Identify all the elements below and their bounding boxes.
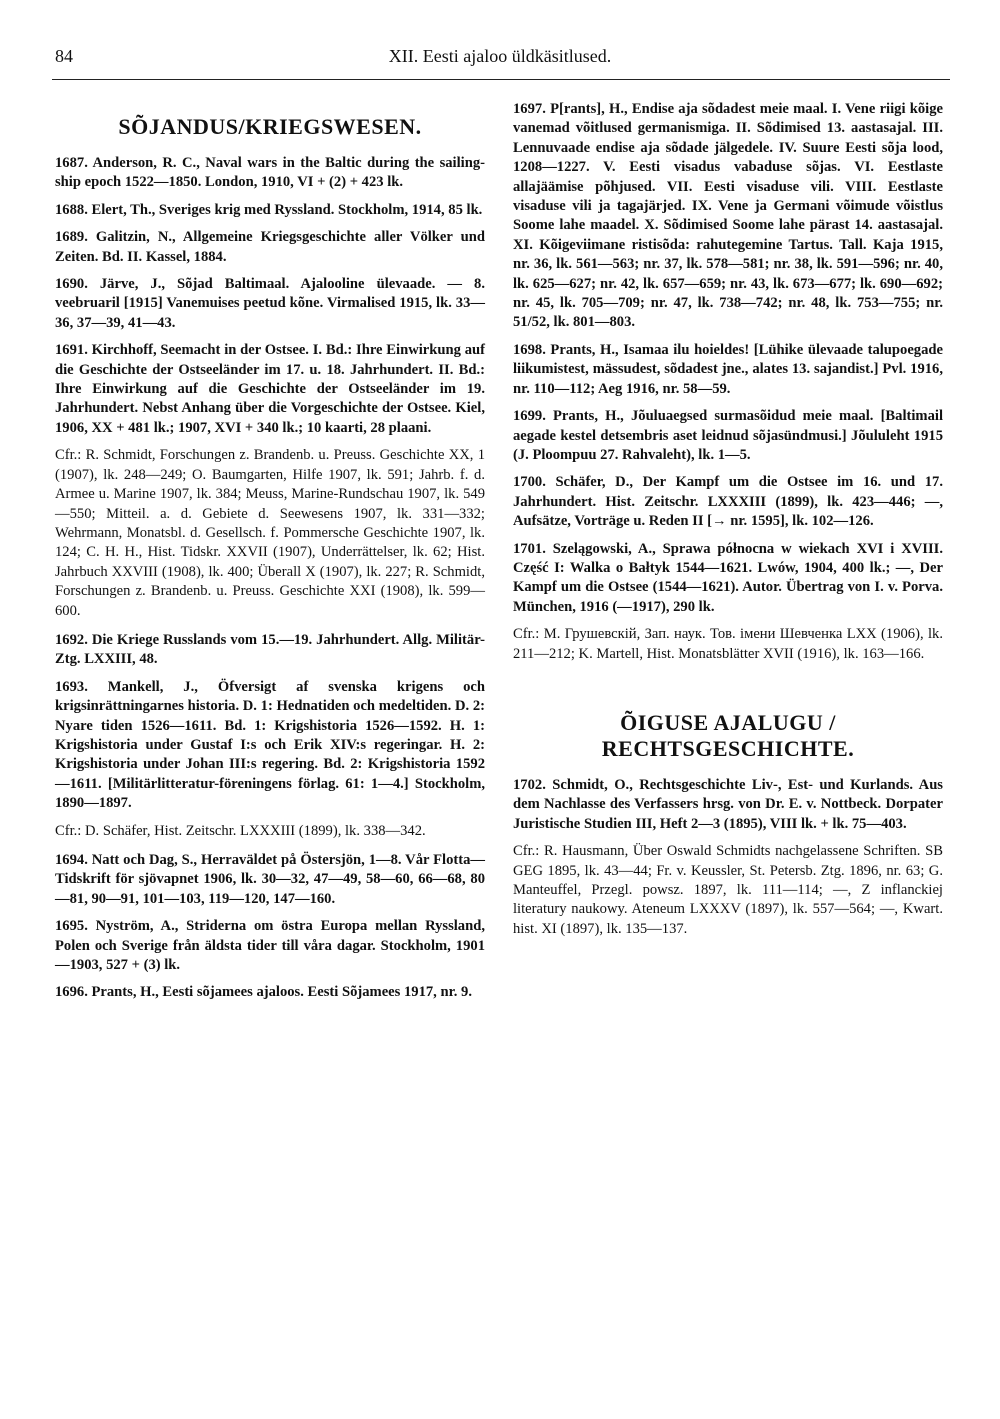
entry-1694: 1694. Natt och Dag, S., Herraväldet på Östersjön, 1—8. Vår Flotta—Tidskrift för sjövapnet 1906, lk. 30—32, 47—49, 58—60, 66—68, 80—81, 90—91, 101—103, 119—120, 147—160. [55, 852, 485, 907]
section-title-kriegswesen: SÕJANDUS/KRIEGSWESEN. [118, 114, 422, 139]
entry-1698: 1698. Prants, H., Isamaa ilu hoieldes! [Lühike ülevaade talupoegade liikumistest, mässudest, sõdadest jne., alates 13. sajandist.] Pvl. 1916, nr. 110—112; Aeg 1916, nr. 58—59. [513, 341, 943, 397]
entry-1695: 1695. Nyström, A., Striderna om östra Europa mellan Ryssland, Polen och Sverige från äldsta tider till våra dagar. Stockholm, 1901—1903, 527 + (3) lk. [55, 918, 485, 974]
entry-1701: 1701. Szelągowski, A., Sprawa północna w wiekach XVI i XVIII. Część I: Walka o Bałtyk 1544—1621. Lwów, 1904, 400 lk.; —, Der Kampf um die Ostsee (1544—1621). Autor. Übertrag von I. v. Porva. München, 1916 (—1917), 290 lk. [513, 540, 943, 615]
section-title-rechtsgeschichte: ÕIGUSE AJALUGU / RECHTSGESCHICHTE. [601, 709, 855, 761]
entry-1690: 1690. Järve, J., Sõjad Baltimaal. Ajalooline ülevaade. — 8. veebruaril [1915] Vanemuises peetud kõne. Virmalised 1915, lk. 33—36, 37—39, 41—43. [55, 276, 485, 331]
entry-1696: 1696. Prants, H., Eesti sõjamees ajaloos. Eesti Sõjamees 1917, nr. 9. [55, 984, 472, 1001]
entry-1689: 1689. Galitzin, N., Allgemeine Kriegsgeschichte aller Völker und Zeiten. Bd. II. Kassel, 1884. [55, 229, 485, 265]
cfr-1691: Cfr.: R. Schmidt, Forschungen z. Brandenb. u. Preuss. Geschichte XX, 1 (1907), lk. 248—249; O. Baumgarten, Hilfe 1907, lk. 591; Jahrb. f. d. Armee u. Marine 1907, lk. 384; Meuss, Marine-Rundschau 1907, lk. 549—550; Mitteil. a. d. Gebiete d. Seewesens 1907, lk. 331—332; Wehrmann, Monatsbl. d. Gesellsch. f. Pommersche Geschichte 1907, lk. 124; C. H. H., Hist. Tidskr. XXVII (1907), Underrättelser, lk. 62; Hist. Jahrbuch XXVIII (1908), lk. 400; Überall X (1907), lk. 227; R. Schmidt, Forschungen z. Brandenb. u. Preuss. Geschichte XXI (1908), lk. 599—600. [55, 447, 485, 619]
header-rule [52, 79, 950, 80]
left-column [55, 100, 485, 1011]
entry-1692: 1692. Die Kriege Russlands vom 15.—19. Jahrhundert. Allg. Militär-Ztg. LXXIII, 48. [55, 631, 485, 668]
entry-1697: 1697. P[rants], H., Endise aja sõdadest meie maal. I. Vene riigi kõige vanemad võitlused germanismiga. II. Sõdimised 13. aastasajal. III. Lennuvaade endise aja sõdade jälgedele. IV. Suure Eesti sõja lood, 1208—1227. V. Eesti visadus vabaduse sõjas. VI. Eestlaste allajäämise põhjused. VII. Eesti visaduse vili. VIII. Eestlaste visaduse vili ja tagajärjed. IX. Vene ja Germani võimude võistlus Soome lahe maadel. X. Sõdimised Soome lahe pärast 14. aastasajal. XI. Kõigeviimane ristisõda: rahutegemine Tartus. Tall. Kaja 1915, nr. 36, lk. 561—563; nr. 37, lk. 578—581; nr. 38, lk. 591—596; nr. 40, lk. 625—627; nr. 42, lk. 657—659; nr. 43, lk. 673—677; lk. 690—692; nr. 45, lk. 705—709; nr. 47, lk. 738—742; nr. 48, lk. 753—755; nr. 51/52, lk. 801—803. [513, 101, 943, 331]
entry-1688: 1688. Elert, Th., Sveriges krig med Ryssland. Stockholm, 1914, 85 lk. [55, 201, 483, 218]
running-title: XII. Eesti ajaloo üldkäsitlused. [388, 46, 612, 66]
cfr-1702: Cfr.: R. Hausmann, Über Oswald Schmidts nachgelassene Schriften. SB GEG 1895, lk. 43—44; Fr. v. Keussler, St. Petersb. Ztg. 1896, nr. 63; G. Manteuffel, Przegl. powsz. 1897, lk. 111—114; —, Z inflanckiej literatury naukowy. Ateneum LXXXV (1897), lk. 557—564; —, Kwart. hist. XI (1897), lk. 135—137. [513, 843, 943, 937]
page-number: 84 [55, 46, 73, 66]
entry-1691: 1691. Kirchhoff, Seemacht in der Ostsee. I. Bd.: Ihre Einwirkung auf die Geschichte der Ostseeländer im 17. u. 18. Jahrhundert. II. Bd.: Ihre Einwirkung auf die Geschichte der Ostseeländer im 19. Jahrhundert. Nebst Anhang über die Vorgeschichte der Ostsee. Kiel, 1906, XX + 481 lk.; 1907, XVI + 340 lk.; 10 kaarti, 28 plaani. [55, 342, 485, 436]
entry-1699: 1699. Prants, H., Jõuluaegsed surmasõidud meie maal. [Baltimail aegade kestel detsembris aset leidnud sõjasündmusi.] Jõululeht 1915 (J. Ploompuu 27. Rahvaleht), lk. 1—5. [513, 408, 943, 463]
cfr-1701: Cfr.: M. Грушевскiй, Зап. наук. Тов. iмени Шевченка LXX (1906), lk. 211—212; K. Martell, Hist. Monatsblätter XVII (1916), lk. 163—166. [513, 626, 943, 662]
cfr-1693: Cfr.: D. Schäfer, Hist. Zeitschr. LXXXIII (1899), lk. 338—342. [55, 822, 426, 839]
entry-1687: 1687. Anderson, R. C., Naval wars in the Baltic during the sailing-ship epoch 1522—1850. London, 1910, VI + (2) + 423 lk. [55, 155, 485, 191]
page-header [55, 46, 945, 78]
right-column [513, 100, 943, 949]
entry-1702: 1702. Schmidt, O., Rechtsgeschichte Liv-, Est- und Kurlands. Aus dem Nachlasse des Verfassers hrsg. von Dr. E. v. Nottbeck. Dorpater Juristische Studien III, Heft 2—3 (1895), VIII lk. + lk. 75—403. [513, 776, 943, 832]
entry-1700: 1700. Schäfer, D., Der Kampf um die Ostsee im 16. und 17. Jahrhundert. Hist. Zeitschr. LXXXIII (1899), lk. 423—446; —, Aufsätze, Vorträge u. Reden II [→ nr. 1595], lk. 102—126. [513, 474, 943, 530]
entry-1693: 1693. Mankell, J., Öfversigt af svenska krigens och krigsinrättningarnes historia. D. 1: Hednatiden och medeltiden. D. 2: Nyare tiden 1526—1611. Bd. 1: Krigshistoria 1526—1592. H. 1: Krigshistoria under Gustaf I:s och Erik XIV:s regeringar. H. 2: Krigshistoria under Johan III:s regering. Bd. 2: Krigshistoria 1592—1611. [Militärlitteratur-föreningens förlag. 61: 1—4.] Stockholm, 1890—1897. [55, 678, 485, 812]
